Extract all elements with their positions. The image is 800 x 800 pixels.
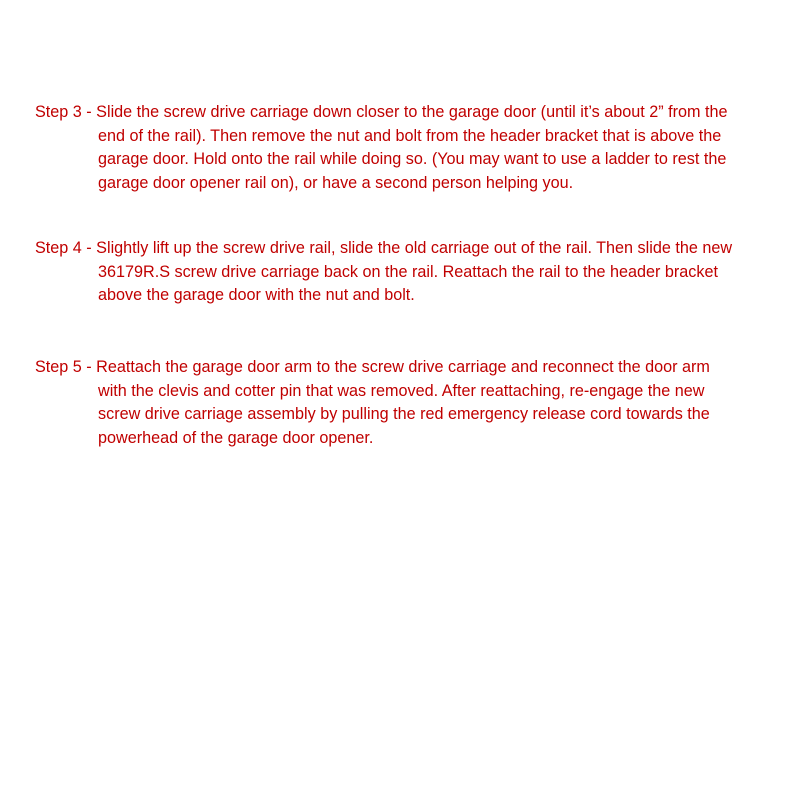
- step-4-paragraph: [35, 237, 795, 308]
- step-5-line-4: powerhead of the garage door opener.: [98, 428, 374, 447]
- step-3-line-2: end of the rail). Then remove the nut and bolt from the header bracket that is above the: [98, 126, 722, 145]
- step-5-line-1: Step 5 - Reattach the garage door arm to the screw drive carriage and reconnect the door arm: [35, 358, 710, 376]
- step-3-line-3: garage door. Hold onto the rail while doing so. (You may want to use a ladder to rest the: [98, 150, 727, 168]
- step-3-line-4: garage door opener rail on), or have a second person helping you.: [98, 173, 574, 192]
- step-4-line-3: above the garage door with the nut and bolt.: [98, 286, 415, 304]
- step-4-line-1: Step 4 - Slightly lift up the screw drive rail, slide the old carriage out of the rail. Then slide the new: [35, 239, 733, 257]
- step-3-paragraph: [35, 101, 795, 195]
- step-5-line-3: screw drive carriage assembly by pulling the red emergency release cord towards the: [98, 405, 710, 423]
- step-3-line-1: Step 3 - Slide the screw drive carriage down closer to the garage door (until it’s about 2” from the: [35, 103, 728, 121]
- step-5-line-2: with the clevis and cotter pin that was removed. After reattaching, re-engage the new: [98, 381, 705, 400]
- step-4-line-2: 36179R.S screw drive carriage back on the rail. Reattach the rail to the header bracket: [98, 262, 718, 281]
- step-5-paragraph: [35, 356, 795, 450]
